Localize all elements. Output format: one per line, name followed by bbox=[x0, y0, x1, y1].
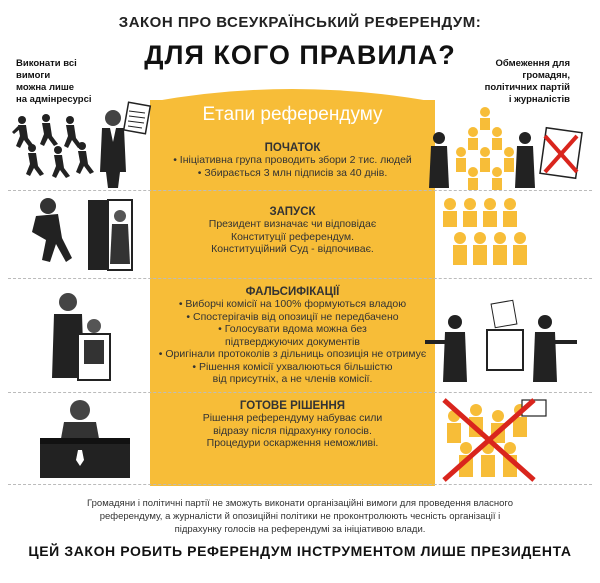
stage-line: Конституційний Суд - відпочиває. bbox=[211, 243, 374, 255]
right-note-line: політичних партій bbox=[484, 82, 570, 93]
stage-title: ГОТОВЕ РІШЕННЯ bbox=[239, 400, 346, 412]
right-note-line: громадян, bbox=[522, 70, 570, 81]
crowd-icon bbox=[440, 196, 540, 276]
stage-title: ЗАПУСК bbox=[269, 206, 316, 218]
armed-guards-ballot-box-icon bbox=[425, 282, 585, 392]
stage-line: • Рішення комісії ухвалюються більшістю bbox=[192, 360, 393, 373]
stage-line: від присутніх, а не членів комісії. bbox=[212, 373, 373, 385]
stage-line: • Збирається 3 млн підписів за 40 днів. bbox=[197, 166, 388, 179]
stage-line: підтверджуючих документів bbox=[225, 335, 360, 348]
stage-start bbox=[150, 142, 435, 179]
stage-line: Рішення референдуму набуває сили bbox=[202, 412, 383, 424]
officials-with-ballot-icon bbox=[10, 282, 150, 392]
stage-line: • Спостерігачів від опозиції не передбачено bbox=[186, 310, 399, 323]
main-title: ДЛЯ КОГО ПРАВИЛА? bbox=[144, 40, 456, 70]
presenter-with-paper-icon bbox=[98, 100, 148, 190]
footer-explanation bbox=[40, 497, 560, 536]
footer-line: підрахунку голосів на референдумі за ініціативою влади. bbox=[174, 524, 426, 535]
stage-line: • Виборчі комісії на 100% формуються владою bbox=[178, 298, 407, 310]
stage-falsification bbox=[150, 286, 435, 386]
stage-line: Конституції референдум. bbox=[230, 230, 355, 243]
walking-man-and-door-icon bbox=[10, 192, 150, 277]
crossed-out-crowd-icon bbox=[440, 396, 550, 486]
right-note bbox=[440, 58, 570, 106]
top-title: ЗАКОН ПРО ВСЕУКРАЇНСЬКИЙ РЕФЕРЕНДУМ: bbox=[118, 14, 482, 31]
president-at-desk-icon bbox=[30, 392, 170, 482]
left-note-line: вимоги bbox=[16, 70, 51, 81]
stage-line: • Голосувати вдома можна без bbox=[218, 323, 367, 335]
stage-title: ПОЧАТОК bbox=[264, 142, 321, 154]
stage-line: Процедури оскарження неможливі. bbox=[206, 437, 379, 449]
stage-line: • Ініціативна група проводить збори 2 тис. людей bbox=[173, 154, 412, 166]
crowd-pyramid-crossed-paper-icon bbox=[425, 100, 590, 190]
stage-line: Президент визначає чи відповідає bbox=[208, 218, 377, 230]
footer-line: Громадяни і політичні партії не зможуть виконати організаційні вимоги для проведення власного bbox=[87, 498, 513, 509]
right-note-line: і журналістів bbox=[508, 94, 570, 105]
separator bbox=[8, 190, 592, 191]
footer-line: референдуму, а журналісти й опозиційні політики не проконтролюють чесність організації і bbox=[99, 511, 501, 522]
separator bbox=[8, 278, 592, 279]
stage-final-decision bbox=[150, 400, 435, 450]
stages-title: Етапи референдуму bbox=[202, 104, 383, 125]
stage-launch bbox=[150, 206, 435, 256]
left-note-line: на адмінресурсі bbox=[16, 94, 92, 105]
left-note bbox=[16, 58, 126, 106]
left-note-line: Виконати всі bbox=[16, 58, 77, 69]
stage-line: • Оригінали протоколів з дільниць опозиція не отримує bbox=[158, 348, 427, 360]
right-note-line: Обмеження для bbox=[495, 58, 570, 69]
stage-title: ФАЛЬСИФІКАЦІЇ bbox=[245, 286, 340, 298]
left-note-line: можна лише bbox=[16, 82, 75, 93]
footer-title: ЦЕЙ ЗАКОН РОБИТЬ РЕФЕРЕНДУМ ІНСТРУМЕНТОМ ЛИШЕ ПРЕЗИДЕНТА bbox=[28, 543, 572, 559]
stage-line: відразу після підрахунку голосів. bbox=[213, 424, 372, 437]
